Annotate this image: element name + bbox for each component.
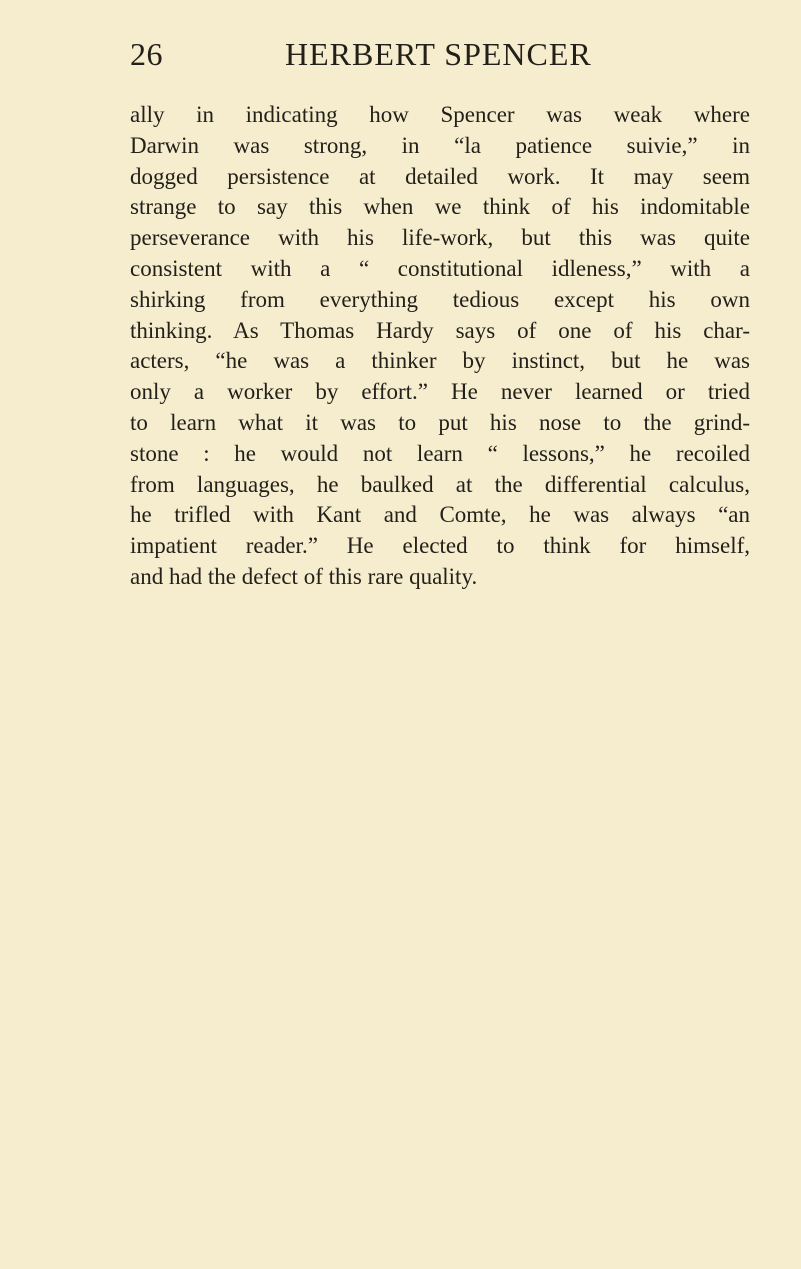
page-header [130, 34, 750, 74]
text-line: consistent with a “ constitutional idleness,” with a [130, 255, 750, 281]
text-line: he trifled with Kant and Comte, he was always “an [130, 502, 750, 528]
text-line: thinking. As Thomas Hardy says of one of his char- [130, 317, 750, 343]
text-line: ally in indicating how Spencer was weak where [130, 102, 750, 127]
text-line: perseverance with his life-work, but this was quite [130, 225, 750, 251]
page-number: 26 [130, 36, 163, 72]
text-line: shirking from everything tedious except his own [130, 286, 750, 312]
text-line: dogged persistence at detailed work. It may seem [130, 163, 750, 189]
text-line: impatient reader.” He elected to think for himself, [130, 533, 750, 559]
text-line: to learn what it was to put his nose to the grind- [130, 409, 750, 435]
body-paragraph [130, 100, 750, 593]
running-title: HERBERT SPENCER [285, 36, 592, 72]
text-line: from languages, he baulked at the differential calculus, [130, 471, 750, 497]
text-line: Darwin was strong, in “la patience suivie,” in [130, 132, 750, 158]
text-line: strange to say this when we think of his indomitable [130, 194, 750, 220]
text-line: only a worker by effort.” He never learned or tried [130, 379, 750, 405]
text-line: and had the defect of this rare quality. [130, 563, 478, 589]
text-line: stone : he would not learn “ lessons,” he recoiled [130, 440, 750, 466]
text-line: acters, “he was a thinker by instinct, but he was [130, 348, 750, 374]
